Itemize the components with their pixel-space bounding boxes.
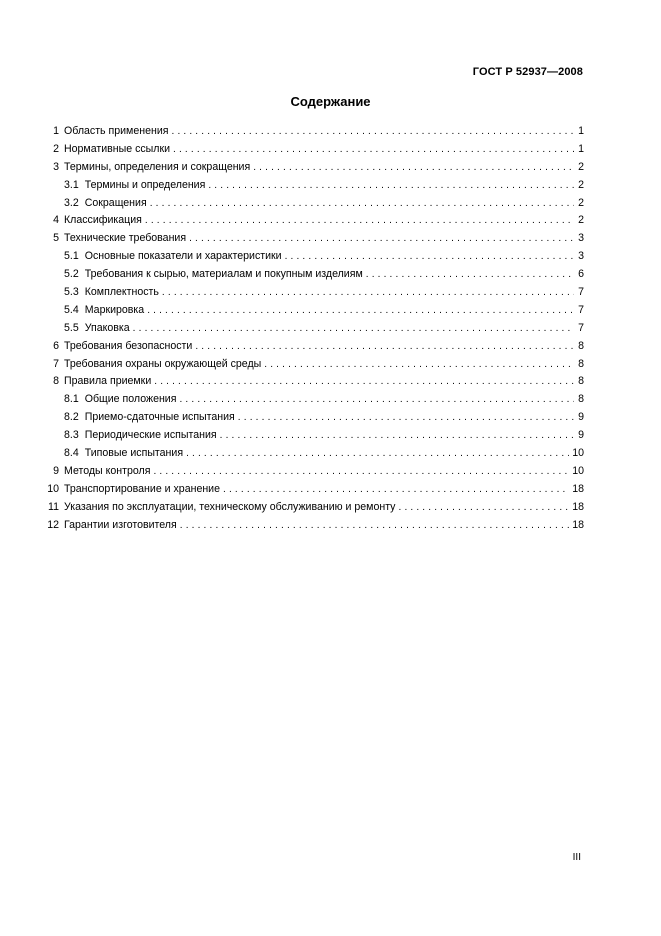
toc-entry[interactable] [45,232,584,250]
toc-entry-page: 2 [578,178,584,191]
toc-entry-number: 10 [47,482,59,495]
toc-entry-page: 10 [572,464,584,477]
document-code: ГОСТ Р 52937—2008 [472,66,583,78]
toc-entry[interactable] [45,429,584,447]
toc-leader-dots [162,287,574,298]
toc-entry-number: 3 [53,160,59,173]
toc-entry-title: Термины и определения [84,178,206,191]
toc-entry-number: 7 [53,357,59,370]
toc-entry-title: Упаковка [84,321,130,334]
toc-entry[interactable] [45,519,584,537]
toc-entry[interactable] [45,214,584,232]
toc-entry-number: 8.2 [64,411,79,424]
toc-entry[interactable] [45,250,584,268]
toc-entry-number: 5.2 [64,268,79,281]
toc-entry[interactable] [45,161,584,179]
table-of-contents [45,125,584,536]
toc-entry[interactable] [45,304,584,322]
toc-entry-title: Требования к сырью, материалам и покупным изделиям [84,268,363,281]
toc-entry-title: Гарантии изготовителя [64,518,177,531]
toc-entry-page: 2 [578,160,584,173]
toc-leader-dots [150,198,574,209]
toc-entry-number: 1 [53,125,59,137]
toc-entry-title: Нормативные ссылки [64,142,171,155]
toc-entry-title: Термины, определения и сокращения [64,160,251,173]
toc-entry-page: 10 [572,447,584,460]
toc-entry-page: 8 [578,375,584,388]
toc-entry-page: 18 [572,500,584,513]
toc-entry-page: 8 [578,357,584,370]
toc-entry-page: 7 [578,321,584,334]
toc-leader-dots [366,269,574,280]
toc-leader-dots [238,412,574,423]
toc-entry-number: 5.5 [64,321,79,334]
toc-leader-dots [208,180,574,191]
toc-leader-dots [220,430,574,441]
toc-entry-title: Указания по эксплуатации, техническому обслуживанию и ремонту [64,500,396,513]
toc-entry[interactable] [45,501,584,519]
toc-entry-number: 4 [53,214,59,227]
toc-entry-title: Комплектность [84,286,159,299]
toc-entry[interactable] [45,411,584,429]
toc-entry[interactable] [45,483,584,501]
toc-entry-number: 5.3 [64,286,79,299]
toc-entry-title: Типовые испытания [84,447,184,460]
toc-leader-dots [179,394,574,405]
toc-entry-number: 3.1 [64,178,79,191]
toc-entry[interactable] [45,268,584,286]
toc-leader-dots [195,341,574,352]
toc-leader-dots [186,448,569,459]
toc-entry[interactable] [45,286,584,304]
toc-entry-title: Транспортирование и хранение [64,482,220,495]
toc-entry[interactable] [45,322,584,340]
toc-entry-page: 2 [578,196,584,209]
toc-leader-dots [154,376,574,387]
toc-entry-number: 5 [53,232,59,245]
toc-entry-number: 12 [47,518,59,531]
toc-entry-title: Технические требования [64,232,187,245]
toc-entry-number: 8.3 [64,429,79,442]
toc-entry-page: 9 [578,429,584,442]
toc-entry-number: 5.1 [64,250,79,263]
toc-entry-title: Требования безопасности [64,339,193,352]
toc-leader-dots [153,466,569,477]
toc-entry-page: 3 [578,232,584,245]
toc-entry-page: 7 [578,286,584,299]
toc-leader-dots [189,233,574,244]
toc-entry[interactable] [45,358,584,376]
toc-entry-number: 9 [53,464,59,477]
toc-entry-page: 2 [578,214,584,227]
toc-entry-page: 8 [578,393,584,406]
toc-entry-title: Правила приемки [64,375,152,388]
toc-entry-page: 1 [578,142,584,155]
toc-entry[interactable] [45,143,584,161]
toc-entry[interactable] [45,179,584,197]
toc-entry-number: 11 [48,500,59,513]
toc-entry-number: 8 [53,375,59,388]
toc-leader-dots [145,215,574,226]
toc-entry-number: 8.1 [64,393,79,406]
toc-leader-dots [133,323,574,334]
toc-entry-title: Приемо-сдаточные испытания [84,411,235,424]
toc-entry-page: 3 [578,250,584,263]
toc-entry[interactable] [45,340,584,358]
toc-entry-page: 1 [578,125,584,137]
toc-entry-title: Общие положения [84,393,177,406]
toc-entry-page: 7 [578,303,584,316]
toc-entry-number: 6 [53,339,59,352]
toc-entry-title: Периодические испытания [84,429,217,442]
toc-entry[interactable] [45,197,584,215]
toc-entry-title: Основные показатели и характеристики [84,250,282,263]
toc-entry[interactable] [45,447,584,465]
toc-entry-page: 18 [572,518,584,531]
toc-leader-dots [171,126,574,137]
toc-entry[interactable] [45,393,584,411]
toc-leader-dots [147,305,574,316]
toc-leader-dots [173,144,574,155]
toc-entry-page: 9 [578,411,584,424]
toc-entry-title: Классификация [64,214,142,227]
toc-entry-number: 2 [53,142,59,155]
toc-leader-dots [285,251,574,262]
toc-leader-dots [180,520,569,531]
toc-entry-title: Методы контроля [64,464,151,477]
toc-entry-page: 6 [578,268,584,281]
toc-entry[interactable] [45,465,584,483]
toc-entry-title: Маркировка [84,303,145,316]
toc-entry-page: 18 [572,482,584,495]
toc-entry-title: Требования охраны окружающей среды [64,357,262,370]
toc-entry-title: Область применения [64,125,169,137]
toc-leader-dots [264,359,574,370]
toc-entry-page: 8 [578,339,584,352]
toc-leader-dots [253,162,574,173]
page-number: III [572,852,581,863]
toc-leader-dots [223,484,569,495]
toc-entry-number: 3.2 [64,196,79,209]
toc-entry[interactable] [45,375,584,393]
toc-entry-title: Сокращения [84,196,147,209]
toc-entry[interactable] [45,125,584,143]
toc-title: Содержание [290,94,371,109]
toc-leader-dots [398,502,569,513]
toc-entry-number: 8.4 [64,447,79,460]
toc-entry-number: 5.4 [64,303,79,316]
